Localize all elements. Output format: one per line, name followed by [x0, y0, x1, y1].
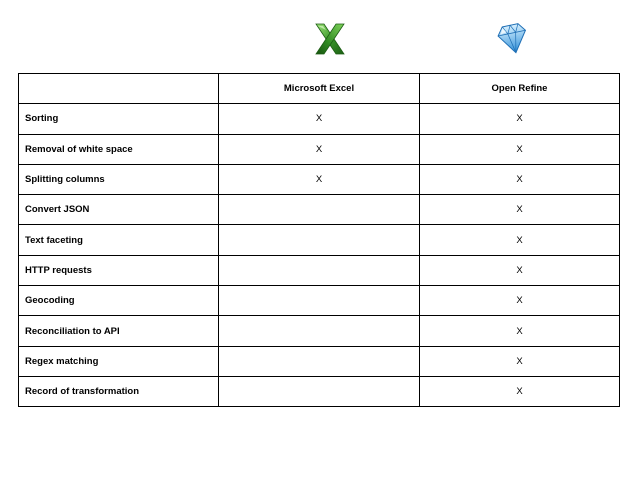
table-row	[19, 164, 620, 194]
refine-cell: X	[420, 286, 620, 316]
header-feature	[19, 74, 219, 104]
table-row	[19, 104, 620, 134]
excel-cell: X	[219, 134, 420, 164]
refine-cell: X	[420, 316, 620, 346]
excel-cell: X	[219, 104, 420, 134]
excel-cell	[219, 225, 420, 255]
refine-cell: X	[420, 346, 620, 376]
excel-logo-icon	[310, 20, 350, 60]
refine-cell: X	[420, 195, 620, 225]
excel-cell	[219, 286, 420, 316]
excel-cell	[219, 316, 420, 346]
refine-cell: X	[420, 225, 620, 255]
header-refine: Open Refine	[420, 74, 620, 104]
table-row	[19, 255, 620, 285]
refine-cell: X	[420, 104, 620, 134]
feature-cell: Splitting columns	[19, 164, 219, 194]
refine-cell: X	[420, 164, 620, 194]
table-row	[19, 346, 620, 376]
feature-cell: Removal of white space	[19, 134, 219, 164]
refine-cell: X	[420, 134, 620, 164]
header-excel: Microsoft Excel	[219, 74, 420, 104]
feature-cell: Convert JSON	[19, 195, 219, 225]
feature-cell: Sorting	[19, 104, 219, 134]
excel-cell: X	[219, 164, 420, 194]
table-row	[19, 316, 620, 346]
refine-cell: X	[420, 255, 620, 285]
table-header-row	[19, 74, 620, 104]
excel-cell	[219, 195, 420, 225]
feature-cell: Reconciliation to API	[19, 316, 219, 346]
feature-cell: HTTP requests	[19, 255, 219, 285]
excel-cell	[219, 255, 420, 285]
excel-cell	[219, 346, 420, 376]
feature-cell: Geocoding	[19, 286, 219, 316]
table-row	[19, 225, 620, 255]
table-row	[19, 134, 620, 164]
table-row	[19, 195, 620, 225]
excel-cell	[219, 376, 420, 406]
feature-cell: Regex matching	[19, 346, 219, 376]
refine-cell: X	[420, 376, 620, 406]
table-row	[19, 376, 620, 406]
feature-cell: Record of transformation	[19, 376, 219, 406]
table-row	[19, 286, 620, 316]
comparison-table	[18, 73, 620, 407]
feature-cell: Text faceting	[19, 225, 219, 255]
diamond-logo-icon	[493, 19, 533, 59]
